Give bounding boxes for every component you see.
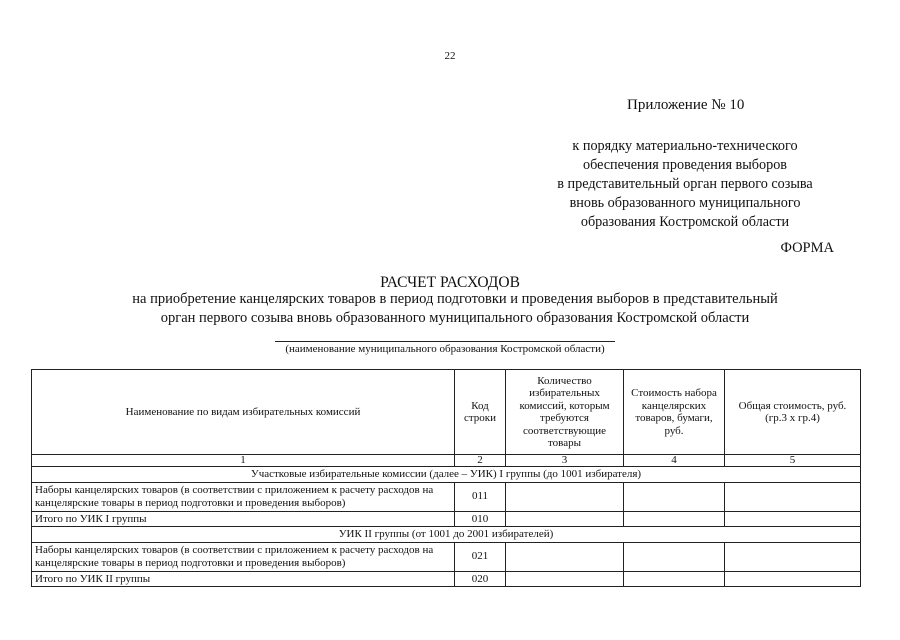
municipality-fill-line <box>275 341 615 342</box>
row-name: Наборы канцелярских товаров (в соответствии с приложением к расчету расходов на канцелярские товары в период подготовки и проведения выборов) <box>32 542 455 571</box>
expense-calculation-table <box>31 369 861 587</box>
column-number: 1 <box>32 455 455 467</box>
table-row <box>32 482 861 511</box>
appendix-subtitle-line: обеспечения проведения выборов <box>582 157 787 173</box>
set-cost-cell[interactable] <box>624 542 725 571</box>
appendix-subtitle-line: образования Костромской области <box>580 214 790 230</box>
set-cost-cell[interactable] <box>624 511 725 527</box>
row-code: 020 <box>455 571 506 587</box>
column-numbers-row <box>32 455 861 467</box>
commission-count-cell[interactable] <box>506 482 624 511</box>
column-number: 3 <box>506 455 624 467</box>
commission-count-cell[interactable] <box>506 511 624 527</box>
table-row <box>32 511 861 527</box>
header-cell: Код строки <box>455 370 506 455</box>
table-header-row <box>32 370 861 455</box>
section-title: Участковые избирательные комиссии (далее – УИК) I группы (до 1001 избирателя) <box>32 467 861 483</box>
form-label: ФОРМА <box>780 240 834 256</box>
row-name: Итого по УИК I группы <box>32 511 455 527</box>
column-number: 4 <box>624 455 725 467</box>
municipality-caption: (наименование муниципального образования Костромской области) <box>285 343 605 355</box>
appendix-title: Приложение № 10 <box>627 97 745 113</box>
header-cell: Количество избирательных комиссий, которым требуются соответствующие товары <box>506 370 624 455</box>
document-description <box>60 290 850 328</box>
section-title: УИК II группы (от 1001 до 2001 избирателей) <box>32 527 861 543</box>
total-cost-cell[interactable] <box>725 482 861 511</box>
column-number: 2 <box>455 455 506 467</box>
row-code: 011 <box>455 482 506 511</box>
row-code: 010 <box>455 511 506 527</box>
document-description-line: на приобретение канцелярских товаров в период подготовки и проведения выборов в представительный <box>132 291 778 307</box>
table-row <box>32 571 861 587</box>
appendix-subtitle-line: в представительный орган первого созыва <box>557 176 813 192</box>
total-cost-cell[interactable] <box>725 571 861 587</box>
row-code: 021 <box>455 542 506 571</box>
section-row <box>32 527 861 543</box>
total-cost-cell[interactable] <box>725 511 861 527</box>
header-cell: Наименование по видам избирательных комиссий <box>32 370 455 455</box>
total-cost-cell[interactable] <box>725 542 861 571</box>
appendix-subtitle-line: к порядку материально-технического <box>572 138 798 154</box>
section-row <box>32 467 861 483</box>
header-cell: Общая стоимость, руб. (гр.3 х гр.4) <box>725 370 861 455</box>
table-row <box>32 542 861 571</box>
document-title: РАСЧЕТ РАСХОДОВ <box>380 274 520 291</box>
appendix-subtitle <box>540 137 830 232</box>
set-cost-cell[interactable] <box>624 482 725 511</box>
commission-count-cell[interactable] <box>506 571 624 587</box>
commission-count-cell[interactable] <box>506 542 624 571</box>
header-cell: Стоимость набора канцелярских товаров, бумаги, руб. <box>624 370 725 455</box>
appendix-subtitle-line: вновь образованного муниципального <box>569 195 801 211</box>
row-name: Наборы канцелярских товаров (в соответствии с приложением к расчету расходов на канцелярские товары в период подготовки и проведения выборов) <box>32 482 455 511</box>
page-number: 22 <box>444 50 456 62</box>
set-cost-cell[interactable] <box>624 571 725 587</box>
row-name: Итого по УИК II группы <box>32 571 455 587</box>
column-number: 5 <box>725 455 861 467</box>
document-description-line: орган первого созыва вновь образованного муниципального образования Костромской области <box>160 310 750 326</box>
